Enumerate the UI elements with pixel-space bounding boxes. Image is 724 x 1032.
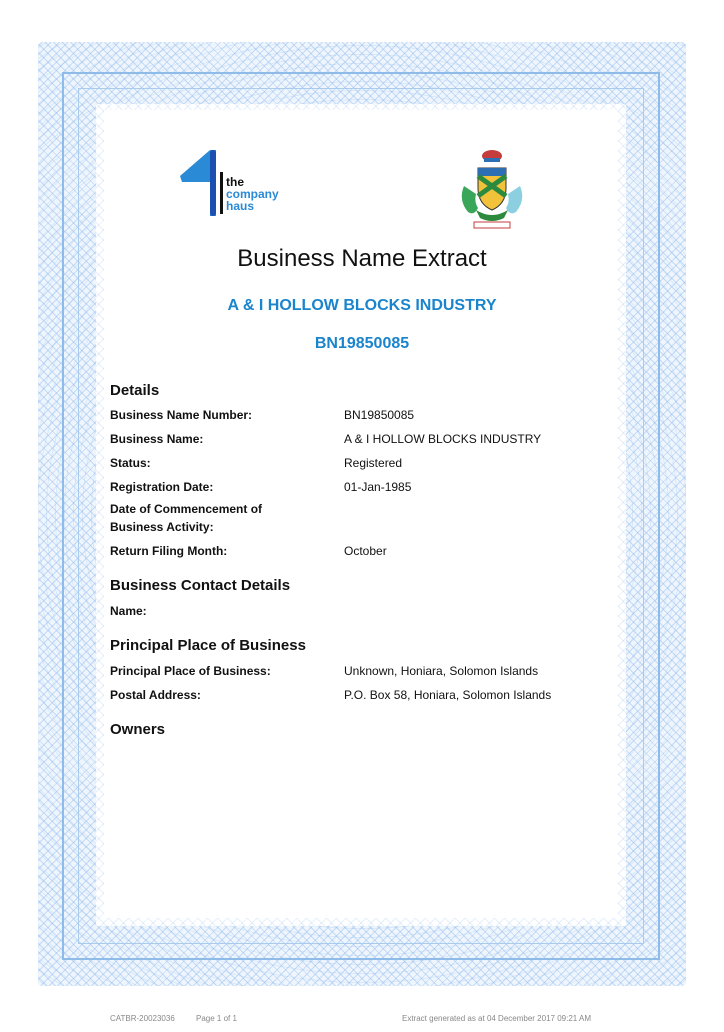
contact-heading: Business Contact Details [110, 577, 291, 594]
detail-value: Registered [344, 456, 403, 470]
detail-value: October [344, 544, 387, 558]
principal-value: Unknown, Honiara, Solomon Islands [344, 664, 539, 678]
company-haus-wordmark [226, 176, 279, 212]
document-title: Business Name Extract [237, 245, 487, 272]
footer-ref: CATBR-20023036 [110, 1014, 175, 1023]
principal-heading: Principal Place of Business [110, 637, 306, 654]
coat-of-arms-icon [456, 146, 528, 234]
detail-label: Business Name Number: [110, 408, 253, 422]
business-number-heading: BN19850085 [314, 335, 410, 352]
brand-line-1: the [226, 175, 244, 189]
details-heading: Details [110, 382, 160, 399]
detail-value: BN19850085 [344, 408, 415, 422]
owners-heading: Owners [110, 721, 166, 738]
postal-label: Postal Address: [110, 688, 201, 702]
footer-generated: Extract generated as at 04 December 2017 09:21 AM [402, 1014, 592, 1023]
detail-label: Business Name: [110, 432, 204, 446]
detail-label: Status: [110, 456, 151, 470]
detail-value: A & I HOLLOW BLOCKS INDUSTRY [344, 432, 542, 446]
business-name-heading: A & I HOLLOW BLOCKS INDUSTRY [227, 297, 497, 314]
footer-page: Page 1 of 1 [196, 1014, 237, 1023]
brand-line-2: company [226, 187, 279, 201]
detail-label: Return Filing Month: [110, 544, 228, 558]
principal-label: Principal Place of Business: [110, 664, 271, 678]
detail-label: Date of Commencement of [110, 502, 263, 516]
detail-value: 01-Jan-1985 [344, 480, 412, 494]
contact-label: Name: [110, 604, 147, 618]
detail-label: Registration Date: [110, 480, 214, 494]
detail-label-cont: Business Activity: [110, 520, 214, 534]
brand-line-3: haus [226, 199, 255, 213]
postal-value: P.O. Box 58, Honiara, Solomon Islands [344, 688, 552, 702]
